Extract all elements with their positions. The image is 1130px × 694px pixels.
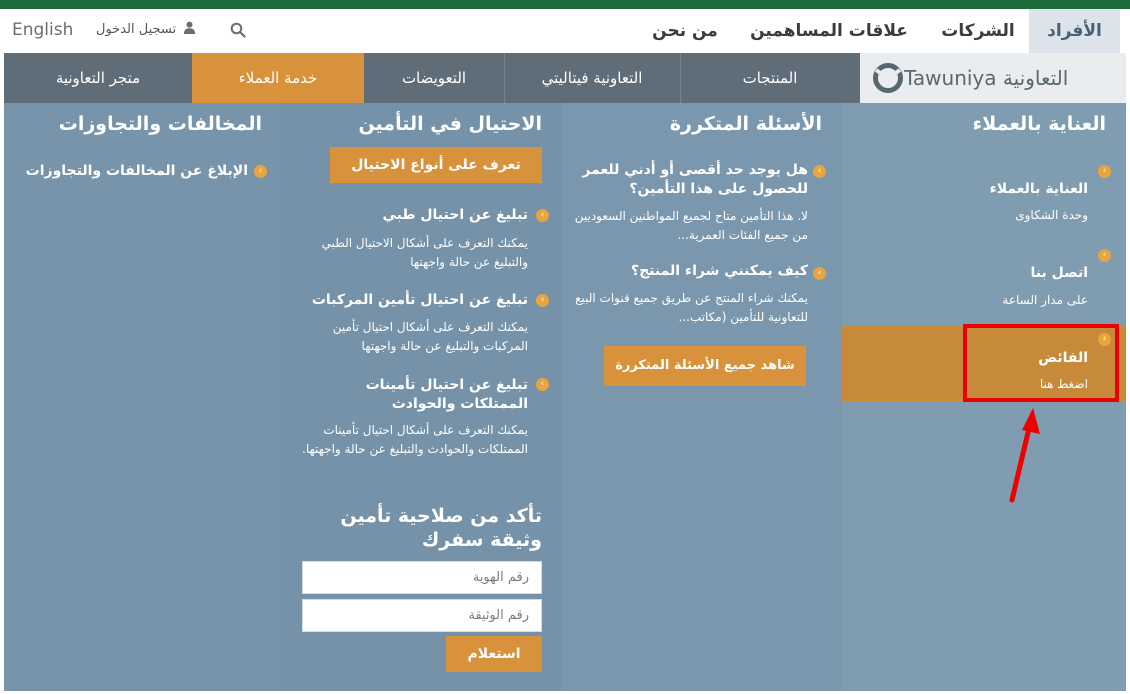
medical-fraud-link[interactable]: تبليغ عن احتيال طبي [382,207,528,223]
travel-verify-title: تأكد من صلاحية تأمين وثيقة سفرك [340,505,542,551]
fraud-column [282,103,562,691]
customer-care-title: العناية بالعملاء [972,113,1106,135]
violations-title: المخالفات والتجاوزات [58,113,262,135]
tab-companies[interactable]: الشركات [941,21,1015,41]
chevron-icon: ‹ [1098,165,1111,178]
faq-age-question[interactable]: هل يوجد حد أقصى أو أدني للعمر للحصول على هذا التأمين؟ [582,162,808,197]
chevron-icon: ‹ [813,165,826,178]
all-faq-button[interactable]: شاهد جميع الأسئلة المتكررة [604,346,806,386]
top-accent-bar [0,0,1130,9]
top-utility-bar [0,9,1130,53]
violations-column [4,103,282,691]
nav-products[interactable]: المنتجات [742,69,798,87]
vehicle-fraud-desc: يمكنك التعرف على أشكال احتيال تأمين المركبات والتبليغ عن حالة واجهتها [332,320,528,353]
nav-divider [504,53,505,103]
logo-text: Tawuniya التعاونية [904,66,1069,90]
medical-fraud-desc: يمكنك التعرف على أشكال الاحتيال الطبي والتبليغ عن حالة واجهتها [321,236,528,269]
chevron-icon: ‹ [536,209,549,222]
vehicle-fraud-link[interactable]: تبليغ عن احتيال تأمين المركبات [311,292,528,308]
inquiry-button[interactable]: استعلام [446,636,542,672]
chevron-icon: ‹ [536,294,549,307]
faq-age-answer: لا. هذا التأمين متاح لجميع المواطنين السعوديين من جميع الفئات العمرية... [574,209,808,242]
tab-shareholders[interactable]: علاقات المساهمين [750,21,908,41]
surplus-link[interactable]: الفائض [1038,350,1088,366]
chevron-icon: ‹ [1098,333,1111,346]
nav-store[interactable]: متجر التعاونية [55,69,141,87]
nav-divider [680,53,681,103]
main-nav [4,53,1126,103]
property-fraud-link[interactable]: تبليغ عن احتيال تأمينات الممتلكات والحوادث [365,377,528,412]
fraud-title: الاحتيال في التأمين [358,113,542,135]
red-arrow-icon [1000,400,1050,504]
chevron-icon: ‹ [1098,249,1111,262]
mega-menu-panel [4,103,1126,691]
policy-number-input[interactable]: رقم الوثيقة [302,599,542,632]
nav-customer-service[interactable]: خدمة العملاء [192,53,364,103]
surplus-desc: اضغط هنا [1039,377,1088,391]
faq-buy-answer: يمكنك شراء المنتج عن طريق جميع قنوات البيع للتعاونية للتأمين (مكاتب... [575,291,808,324]
logo[interactable] [860,53,1126,103]
user-icon [183,21,196,38]
id-number-input[interactable]: رقم الهوية [302,561,542,594]
contact-us-desc: على مدار الساعة [1002,293,1088,307]
chevron-icon: ‹ [254,165,267,178]
property-fraud-desc: يمكنك التعرف على أشكال احتيال تأمينات الممتلكات والحوادث والتبليغ عن حالة واجهتها. [302,423,528,456]
nav-vitality[interactable]: التعاونية فيتاليتي [541,69,643,87]
chevron-icon: ‹ [536,378,549,391]
tab-about-us[interactable]: من نحن [652,21,718,41]
faq-buy-question[interactable]: كيف يمكنني شراء المنتج؟ [630,263,808,279]
report-violations-link[interactable]: الإبلاغ عن المخالفات والتجاوزات [25,163,248,179]
faq-column [562,103,842,691]
tab-individuals[interactable]: الأفراد [1029,9,1120,53]
nav-claims[interactable]: التعويضات [401,69,467,87]
language-switch[interactable]: English [12,20,74,40]
fraud-types-button[interactable]: تعرف على أنواع الاحتيال [330,147,542,183]
customer-care-desc: وحدة الشكاوى [1015,208,1088,222]
highlight-box [963,324,1119,402]
faq-title: الأسئلة المتكررة [669,113,822,135]
search-icon[interactable] [230,22,246,38]
login-label: تسجيل الدخول [96,22,177,37]
chevron-icon: ‹ [813,267,826,280]
contact-us-link[interactable]: اتصل بنا [1030,265,1088,281]
tawuniya-logo-icon [872,62,904,94]
customer-care-link[interactable]: العناية بالعملاء [989,181,1088,197]
login-link[interactable] [96,21,196,38]
